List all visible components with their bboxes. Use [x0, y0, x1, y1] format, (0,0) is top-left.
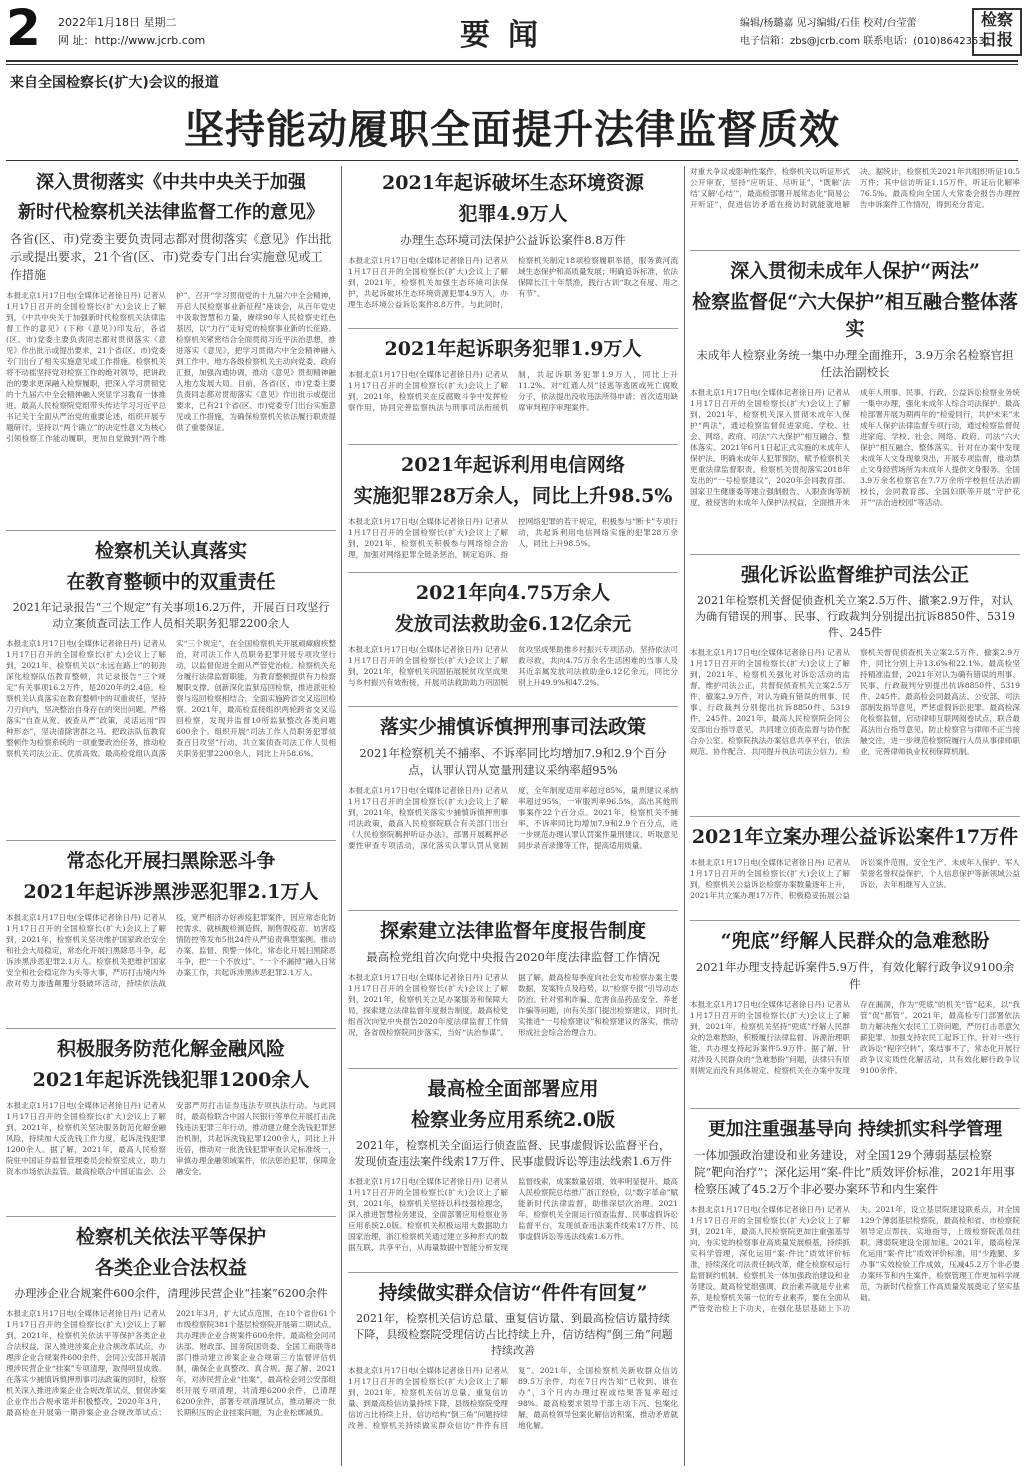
- article-separator: [348, 910, 678, 911]
- website-url[interactable]: 网 址：http://www.jcrb.com: [58, 34, 206, 47]
- article-body: 本报北京1月17日电(全媒体记者徐日丹) 记者从1月17日召开的全国检察长(扩大)会议上了解到，2021年，检察机关以“永远在路上”的韧劲深化检察队伍教育整顿，共记录报告“三个规定”有关事项16.2万件，是2020年的2.4倍。检察机关认真落实在教育整顿中的双重责任，坚持刀刃向内，坚决整治自身存在的突出问题。严格落实“自查从宽、被查从严”政策，灵活运用“四种形态”，坚决清除害群之马。把政法队伍教育整顿作为检察系统的一项重要政治任务，推动检察机关司法公正、优质高效。最高检党组认真落实“三个规定”，在全国检察机关开展顽瘴痼疾整治，对司法工作人员职务犯罪开展专项攻坚行动，以监督促进全面从严管党治检。检察机关充分履行法律监督职能，为教育整顿提供有力检察履职支撑。创新深化监狱巡回检察，推进派驻检察与巡回检察相结合，全面实施跨省交叉巡回检察。2021年，最高检直接组织两轮跨省交叉巡回检察，发现并监督10所监狱整改各类问题600余个。组织开展“司法工作人员职务犯罪侦查百日攻坚”行动，共立案侦查司法工作人员相关职务犯罪2200余人，同比上升58.6%。: [6, 639, 336, 758]
- headline-line: 持续做实群众信访“件件有回复”: [378, 1282, 648, 1304]
- headline-line: 最高检全面部署应用: [427, 1078, 599, 1100]
- article-b8[interactable]: [348, 1276, 678, 1470]
- article-body: 本报北京1月17日电(全媒体记者徐日丹) 记者从1月17日召开的全国检察长(扩大)会议上了解到，2021年，检察机关加强生态环境司法保护，共起诉破坏生态环境资源犯罪4.9万人，办理生态环境公益诉讼案件8.8万件。与此同时，检察机关制定18项检察履职举措，服务黄河流域生态保护和高质量发展；明确追诉标准，依法保障长江十年禁渔，践行古训“取之有度、用之有节”。: [348, 256, 678, 309]
- headline-line: 常态化开展扫黑除恶斗争: [66, 850, 276, 872]
- article-separator: [690, 816, 1020, 817]
- article-b3[interactable]: [348, 448, 678, 568]
- headline-line: 2021年起诉职务犯罪1.9万人: [384, 338, 642, 360]
- page-main-title: 坚持能动履职全面提升法律监督质效: [184, 107, 840, 153]
- issue-date: 2022年1月18日 星期二: [58, 16, 177, 29]
- headline-line: 发放司法救助金6.12亿余元: [394, 613, 632, 635]
- article-separator: [348, 328, 678, 329]
- article-body: 本报北京1月17日电(全媒体记者徐日丹) 记者从1月17日召开的全国检察长(扩大)会议上了解到，2021年，最高人民检察院更加注重强基导向，夯实党的检察事业高质量发展根基，持续抓实科学管理，深化运用“案-件比”质效评价标准，持续深化司法责任制改革，健全检察权运行监督制约机制。检察机关一体加强政治建设和业务建设。最高检党组强调，政治素养就是专业素养，是检察机关第一位的专业素养，要在全面从严管党治检上下功夫，在强化基层基础上下功夫。2021年，设立基层院建设联系点，对全国129个薄弱基层检察院，最高检和省、市检察院领导定点帮扶、实地指导，上级检察院派员挂职。薄弱院建设全面加速。2021年，最高检深化运用“案-件比”质效评价标准，用“少跑腿、多办事”实效检验工作成效，压减45.2万个非必要办案环节和内生案件，检察管理工作更加科学规范，为新时代检察工作高质量发展奠定了坚实基础。: [690, 1205, 1020, 1313]
- headline-line: 实施犯罪28万余人，同比上升98.5%: [353, 485, 673, 507]
- editors-line: 编辑/杨璐嘉 见习编辑/石佳 校对/台莹蕾: [740, 18, 917, 29]
- article-body: 本报北京1月17日电(全媒体记者徐日丹) 记者从1月17日召开的全国检察长(扩大)会议上了解到，2021年，检察机关坚持“兜底”纾解人民群众的急难愁盼，积极履行法律监督、诉源治理职能，共办理支持起诉案件5.9万件。据了解，针对涉及人民群众的“急难愁盼”问题，法律只有原则规定而没有具体规定、检察机关在办案中发现存在漏洞，作为“兜底”的机关“管”起来，以“我管”促“都管”。2021年，最高检专门部署依法助力解决拖欠农民工工资问题，严厉打击恶意欠薪犯罪，加强支持农民工起诉工作。针对一些行政诉讼“程序空转”，案结事不了，常态化开展行政争议实质性化解活动，共有效化解行政争议9100余件。: [690, 1000, 1020, 1075]
- column-divider-2: [684, 166, 685, 1466]
- headline-line: 落实少捕慎诉慎押刑事司法政策: [379, 716, 646, 738]
- article-separator: [348, 1272, 678, 1273]
- article-separator: [348, 706, 678, 707]
- title-rule: [6, 160, 1018, 161]
- headline-line: 深入贯彻未成年人保护“两法”: [730, 260, 980, 282]
- article-subtitle: 2021年检察机关不捕率、不诉率同比均增加7.9和2.9个百分点，认罪认罚从宽量刑建议采纳率超95%: [359, 746, 667, 777]
- article-body: 本报北京1月17日电(全媒体记者徐日丹) 记者从1月17日召开的全国检察长(扩大)会议上了解到，2021年，检察机关积极参与网络综合治理，加强对网络犯罪全链条惩治，制定追诉、指控网络犯罪的若干规定，积极参与“断卡”专项行动，共起诉利用电信网络实施的犯罪28万余人，同比上升98.5%。: [348, 517, 678, 559]
- article-separator: [6, 1028, 336, 1029]
- article-body: 本报北京1月17日电(全媒体记者徐日丹) 记者从1月17日召开的全国检察长(扩大)会议上了解到，检察机关公益诉讼检察办案数量逐年上升，2021年共立案办理17万件，积极稳妥拓展公益诉讼案件范围，安全生产、未成年人保护、军人荣誉名誉权益保护、个人信息保护等新领域公益诉讼，去年相继写入立法。: [690, 858, 1020, 900]
- masthead: [0, 0, 1024, 64]
- section-title: 要闻: [460, 18, 556, 53]
- headline-line: 2021年起诉利用电信网络: [401, 454, 625, 476]
- article-separator: [690, 250, 1020, 251]
- column-divider-1: [341, 166, 342, 1466]
- headline-line: 犯罪4.9万人: [458, 203, 568, 225]
- article-b1[interactable]: [348, 166, 678, 324]
- headline-line: 新时代检察机关法律监督工作的意见》: [18, 202, 324, 223]
- article-body: 本报北京1月17日电(全媒体记者徐日丹) 记者从1月17日召开的全国检察长(扩大)会议上了解到，2021年，检察机关坚决维护国家政治安全和社会大局稳定，常态化开展扫黑除恶斗争，起诉涉黑涉恶犯罪2.1万人。检察机关把维护国家安全和社会稳定作为头等大事，严厉打击境内外敌对势力渗透颠覆分裂破坏活动，持续依法战疫，宽严相济办好涉疫犯罪案件，因应常态化防控需求，就核酸检测造假、制售假疫苗、妨害疫情防控等发布5批24件从严追责典型案例。推动办案、监督、预警一体化，常态化开展扫黑除恶斗争，把“一个不放过”、“一个不漏掉”融入日常办案工作，共起诉涉黑涉恶犯罪2.1万人。: [6, 913, 336, 988]
- article-a3[interactable]: [6, 844, 336, 1024]
- article-separator: [690, 554, 1020, 555]
- article-separator: [348, 1068, 678, 1069]
- article-subtitle: 2021年检察机关督促侦查机关立案2.5万件、撤案2.9万件，对认为确有错误的刑事、民事、行政裁判分别提出抗诉8850件、5319件、245件: [695, 594, 1015, 639]
- article-body: 本报北京1月17日电(全媒体记者徐日丹) 记者从1月17日召开的全国检察长(扩大)会议上了解到，2021年，检察机关强化对诉讼活动的监督，维护司法公正，共督促侦查机关立案2.5万件、撤案2.9万件，对认为确有错误的刑事、民事、行政裁判分别提出抗诉8850件、5319件、245件。2021年，最高人民检察院会同公安部出台指导意见，共同建立侦查监督与协作配合办公室、检察院执法办案信息共享平台，依法规范、协作配合、共同提升执法司法公信力。检察机关督促侦查机关立案2.5万件、撤案2.9万件，同比分别上升13.6%和22.1%。最高检坚持精准监督，2021年对认为确有错误的刑事、民事、行政裁判分别提出抗诉8850件、5319件、245件。最高检会同最高法、公安部、司法部制发指导意见，严惩虚假诉讼犯罪。最高检深化检察监督，启动律师互联网阅卷试点，联合最高法出台指导意见，防止检察官与律师不正当接触交往，进一步规范检察院履行人员从事律师职业，完善律师执业权利保障机制。: [690, 648, 1020, 756]
- headline-line: 检察监督促“六大保护”相互融合整体落实: [692, 291, 1018, 340]
- article-subtitle: 办理生态环境司法保护公益诉讼案件8.8万件: [400, 233, 626, 247]
- article-c6[interactable]: [690, 1112, 1020, 1470]
- headline-line: 2021年起诉涉黑涉恶犯罪2.1万人: [23, 881, 319, 903]
- headline-line: 2021年立案办理公益诉讼案件17万件: [691, 826, 1019, 848]
- article-subtitle: 2021年记录报告“三个规定”有关事项16.2万件，开展百日攻坚行动立案侦查司法工作人员相关职务犯罪2200余人: [12, 601, 330, 630]
- article-body: 本报北京1月17日电(全媒体记者徐日丹) 记者从1月17日召开的全国检察长(扩大)会议上了解到，2021年，检察机关坚持以科技强检理念，深入推进智慧检务建设，全面部署应用检察业务应用系统2.0版。检察机关积极运用大数据助力国家治理，浙江检察机关通过建立多种形式的数据互联、共享平台，从海量数据中智能分析发现监督线索，成案数量倍增，效率明显提升。最高人民检察院总结推广浙江经验，以“数字革命”赋能新时代法律监督，助推深层次治理。2021年，检察机关全面运行侦查监督、民事虚假诉讼监督平台，发现侦查违法案件线索17万件、民事虚假诉讼等违法线索1.6万件。: [348, 1177, 678, 1252]
- newspaper-logo: 检察日报: [972, 8, 1022, 56]
- article-body: 本报北京1月17日电(全媒体记者徐日丹) 记者从1月17日召开的全国检察长(扩大)会议上了解到，2021年，检察机关立足办案服务和保障大局，探索建立法律监督年度报告制度，最高检党组首次向党中央报告2020年度法律监督工作情况，各省级检察院同步落实，当好“法治参谋”。据了解，最高检每季度向社会发布检察办案主要数据，发案特点及趋势，以“检察专报”引导动态防治。针对邪利诈骗、危害食品药品安全、养老诈骗等问题，向有关部门提出检察建议，同时扎实推进“一号检察建议”和检察建议的落实，推动形成社会综合治理合力。: [348, 973, 678, 1037]
- article-subtitle: 最高检党组首次向党中央报告2020年度法律监督工作情况: [366, 950, 660, 964]
- article-separator: [348, 572, 678, 573]
- article-b6[interactable]: [348, 914, 678, 1064]
- article-a2[interactable]: [6, 534, 336, 836]
- article-c5[interactable]: [690, 924, 1020, 1104]
- article-subtitle: 未成年人检察业务统一集中办理全面推开，3.9万余名检察官担任法治副校长: [696, 348, 1014, 379]
- article-separator: [6, 530, 336, 531]
- headline-line: 检察机关认真落实: [94, 540, 247, 562]
- headline-line: 2021年向4.75万余人: [415, 582, 611, 604]
- headline-line: 2021年起诉洗钱犯罪1200余人: [32, 1069, 310, 1091]
- article-body: 本报北京1月17日电(全媒体记者徐日丹) 记者从1月17日召开的全国检察长(扩大)会议上了解到，2021年，检察机关深入贯彻未成年人保护“两法”，通过检察监督促进家庭、学校、社会、网络、政府、司法“六大保护”相互融合、整体落实。2021年6月1日起正式实施的未成年人保护法，明确未成年人犯罪预防，赋予检察机关更重法律监督职责。检察机关贯彻落实2018年发出的“一号检察建议”，2020年会同教育部、国家卫生健康委等建立强制报告、入职查询等制度，被侵害的未成年人保护法权益，全面推开未成年人刑事、民事、行政、公益诉讼检察业务统一集中办理，强化未成年人综合司法保护。最高检部署开展为期两年的“检爱同行，共护未来”未成年人保护法律监督专项行动，通过检察监督促进家庭、学校、社会、网络、政府、司法“六大保护”相互融合、整体落实。针对在办案中发现未成年人文身现象突出，开展专项监督，推动禁止文身经营场所为未成年人提供文身服务。全国3.9万余名检察官在7.7万余所学校担任法治副校长，会同教育部、全国妇联等开展“守护花开”“法治进校园”等活动。: [690, 388, 1020, 507]
- article-b5[interactable]: [348, 710, 678, 906]
- article-c1-continuation[interactable]: [690, 166, 1020, 246]
- article-separator: [690, 920, 1020, 921]
- article-separator: [6, 1216, 336, 1217]
- headline-line: 探索建立法律监督年度报告制度: [379, 920, 646, 942]
- header-rule-thin: [6, 64, 1018, 65]
- headline-line: 深入贯彻落实《中共中央关于加强: [36, 172, 306, 193]
- article-c3[interactable]: [690, 558, 1020, 812]
- article-body: 本报北京1月17日电(全媒体记者徐日丹) 记者从1月17日召开的全国检察长(扩大)会议上了解到，2021年，检察机关巩固拓展脱贫攻坚成果与乡村振兴有效衔接，开展司法救助助力巩固脱贫攻坚成果助推乡村振兴专项活动，坚持依法可救尽救，共向4.75万余名生活困难的当事人及其近亲属发放司法救助金6.12亿余元，同比分别上升49.9%和47.2%。: [348, 645, 678, 687]
- article-b2[interactable]: [348, 332, 678, 440]
- article-subtitle: 2021年办理支持起诉案件5.9万件，有效化解行政争议9100余件: [695, 960, 1015, 991]
- headline-line: “兜底”纾解人民群众的急难愁盼: [720, 930, 990, 952]
- headline-line: 各类企业合法权益: [94, 1257, 247, 1279]
- contact-line: 电子信箱：zbs@jcrb.com 联系电话：(010)86423531: [740, 36, 992, 47]
- article-body: 本报北京1月17日电(全媒体记者徐日丹) 记者从1月17日召开的全国检察长(扩大)会议上了解到，2021年，检察机关落实少捕慎诉慎押刑事司法政策，最高人民检察院联合有关部门出台《人民检察院羁押听证办法》，部署开展羁押必要性审查专项活动，深化落实认罪认罚从宽制度，全年制度适用率超过85%，量刑建议采纳率超过95%，一审服判率96.5%，高出其他刑事案件22个百分点。2021年，检察机关不捕率、不诉率同比均增加7.9和2.9个百分点，进一步规范办理认罪认罚案件量刑建议、听取意见同步录音录像等工作，提高适用质量。: [348, 786, 678, 850]
- article-subtitle: 2021年，检察机关信访总量、重复信访量、到最高检信访量持续下降，县级检察院受理信访占比持续上升，信访结构“倒三角”问题持续改善: [353, 1312, 673, 1357]
- article-separator: [6, 840, 336, 841]
- article-body: 本报北京1月17日电(全媒体记者徐日丹) 记者从1月17日召开的全国检察长(扩大)会议上了解到，2021年，检察机关坚决服务防范化解金融风险，持续加大反洗钱工作力度，起诉洗钱犯罪1200余人。据了解，2021年，最高人民检察院驻中国证券监督管理委员会检察室成立，助力资本市场依法监管。最高检联合中国证监会、公安部严厉打击证券违法专项执法行动。与此同时，最高检联合中国人民银行等单位开展打击洗钱违法犯罪三年行动，推动建立健全洗钱犯罪惩治机制，共起诉洗钱犯罪1200余人，同比上升近倍，推动对一批洗钱犯罪审查认定标准统一，审慎办理金融领域案件，依法惩治犯罪，保障金融安全。: [6, 1101, 336, 1176]
- article-body: 本报北京1月17日电(全媒体记者徐日丹) 记者从1月17日召开的全国检察长(扩大)会议上了解到，2021年，检察机关在反腐败斗争中发挥检察作用，协同完善监察执法与刑事司法衔接机制，共起诉职务犯罪1.9万人，同比上升11.2%。对“红通人员”径逃等逃匿或死亡腐败分子，依法提出没收违法所得申请；首次适用缺席审判程序审理案件。: [348, 370, 678, 412]
- article-a1[interactable]: [6, 166, 336, 526]
- article-c4[interactable]: [690, 820, 1020, 916]
- headline-line: 检察机关依法平等保护: [75, 1226, 266, 1248]
- article-separator: [348, 444, 678, 445]
- article-body: 对重大争议或影响性案件，检察机关以听证形式公开审查，坚持“应听证、尽听证”，“既解‘法结’又解‘心结’”，最高检部署开展常态化“简易公开听证”，促进信访矛盾在接访时就能就地解决。据统计，检察机关2021年共组织听证10.5万件；其中信访听证1.15万件，听证后化解率76.5%。最高检向全国人大常委会报告办理控告申诉案件工作情况，得到充分肯定。: [690, 167, 1020, 209]
- article-a5[interactable]: [6, 1220, 336, 1470]
- article-subtitle: 办理涉企业合规案件600余件，清理涉民营企业“挂案”6200余件: [14, 1287, 328, 1300]
- article-subtitle: 一体加强政治建设和业务建设，对全国129个薄弱基层检察院“靶向治疗”；深化运用“案-件比”质效评价标准，2021年用事检察压减了45.2万个非必要办案环节和内生案件: [694, 1148, 1016, 1196]
- article-subtitle: 2021年，检察机关全面运行侦查监督、民事虚假诉讼监督平台，发现侦查违法案件线索17万件、民事虚假诉讼等违法线索1.6万件: [354, 1139, 672, 1168]
- headline-line: 更加注重强基导向 持续抓实科学管理: [707, 1119, 1003, 1140]
- kicker-line: 来自全国检察长(扩大)会议的报道: [10, 75, 219, 91]
- headline-line: 强化诉讼监督维护司法公正: [740, 564, 969, 586]
- headline-line: 2021年起诉破坏生态环境资源: [382, 172, 644, 194]
- page-number: 2: [6, 0, 41, 57]
- article-b7[interactable]: [348, 1072, 678, 1268]
- article-separator: [690, 1108, 1020, 1109]
- article-a4[interactable]: [6, 1032, 336, 1212]
- headline-line: 检察业务应用系统2.0版: [410, 1109, 616, 1131]
- article-body: 本报北京1月17日电(全媒体记者徐日丹) 记者从1月17日召开的全国检察长(扩大)会议上了解到，2021年，检察机关信访总量、重复信访量、到最高检信访量持续下降，县级检察院受理信访占比持续上升，信访结构“倒三角”问题持续改善。检察机关持续做实群众信访“件件有回复”。2021年，全国检察机关新收群众信访89.5万余件，均在7日内告知“已收到、谁在办”，3个月内办理过程或结果答复率超过98%。最高检要求领导干部主动下沉、包案化解，最高检领导包案化解信访积案，推动矛盾就地化解。: [348, 1366, 678, 1430]
- article-c2[interactable]: [690, 254, 1020, 550]
- article-body: 本报北京1月17日电(全媒体记者徐日丹) 记者从1月17日召开的全国检察长(扩大)会议上了解到，《中共中央关于加强新时代检察机关法律监督工作的意见》(下称《意见》)印发后，各省(区、市)党委主要负责同志都对贯彻落实《意见》作出批示或提出要求，21个省(区、市)党委专门出台了相关实施意见或工作措施。检察机关将不动摇坚持党对检察工作的绝对领导，把讲政治的要求更深融入检察履职，把深入学习贯彻党的十九届六中全会精神融入突显学习教育一体推进。最高人民检察院党组带头传达学习习近平总书记关于全面从严治党的重要论述，组织开展专题研讨，坚持以“两个确立”的决定性意义为核心引领检察工作能动履职，更加自觉做到“两个维护”。召开“学习贯彻党的十九届六中全会精神，开启人民检察事业新征程”座谈会，从百年党史中汲取智慧和力量，赓续90年人民检察史红色基因，以“力行”走好党的检察事业新的长征路。检察机关紧密结合全面贯彻习近平法治思想，推进落实《意见》，把学习贯彻六中全会精神融入到工作中。地方各级检察机关主动向党委、政府汇报，加强沟通协调，推动《意见》贯彻精神融入地方发展大局。目前，各省(区、市)党委主要负责同志都对贯彻落实《意见》作出批示或提出要求，已有21个省(区、市)党委专门出台实施意见或工作措施，为确保检察机关依法履行职责提供了重要保证。: [6, 291, 336, 443]
- article-b4[interactable]: [348, 576, 678, 702]
- article-body: 本报北京1月17日电(全媒体记者徐日丹) 记者从1月17日召开的全国检察长(扩大)会议上了解到，2021年，检察机关依法平等保护各类企业合法权益，深入推进涉案企业合规改革试点，办理涉企业合规案件600余件，会同公安部开展清理涉民营企业“挂案”专项清理，取得明显成效。在落实少捕慎诉慎押刑事司法政策的同时，检察机关深入推进涉案企业合规改革试点，督促涉案企业作出合规承诺并积极整改。2020年3月，最高检在开展第一期涉案企业合规改革试点；2021年3月，扩大试点范围，在10个省份61个市级检察院381个基层检察院开展第二期试点。共办理涉企业合规案件600余件。最高检会同司法部、财政部、国务院国资委、全国工商联等8部门推动建立涉案企业合规第三方监督评估机制，确保企业真整改、真合规。据了解，2021年，对涉民营企业“挂案”，最高检会同公安部组织开展专项清理，共清理6200余件，已清理6200余件，部署专项清理试点，推动解决一批长期积压的企业挂案问题，为企业松绑减负。: [6, 1309, 336, 1417]
- header-rule: [6, 60, 1018, 62]
- article-subtitle: 各省(区、市)党委主要负责同志都对贯彻落实《意见》作出批示或提出要求，21个省(区、市)党委专门出台实施意见或工作措施: [10, 232, 332, 282]
- headline-line: 积极服务防范化解金融风险: [56, 1038, 285, 1060]
- headline-line: 在教育整顿中的双重责任: [66, 571, 276, 593]
